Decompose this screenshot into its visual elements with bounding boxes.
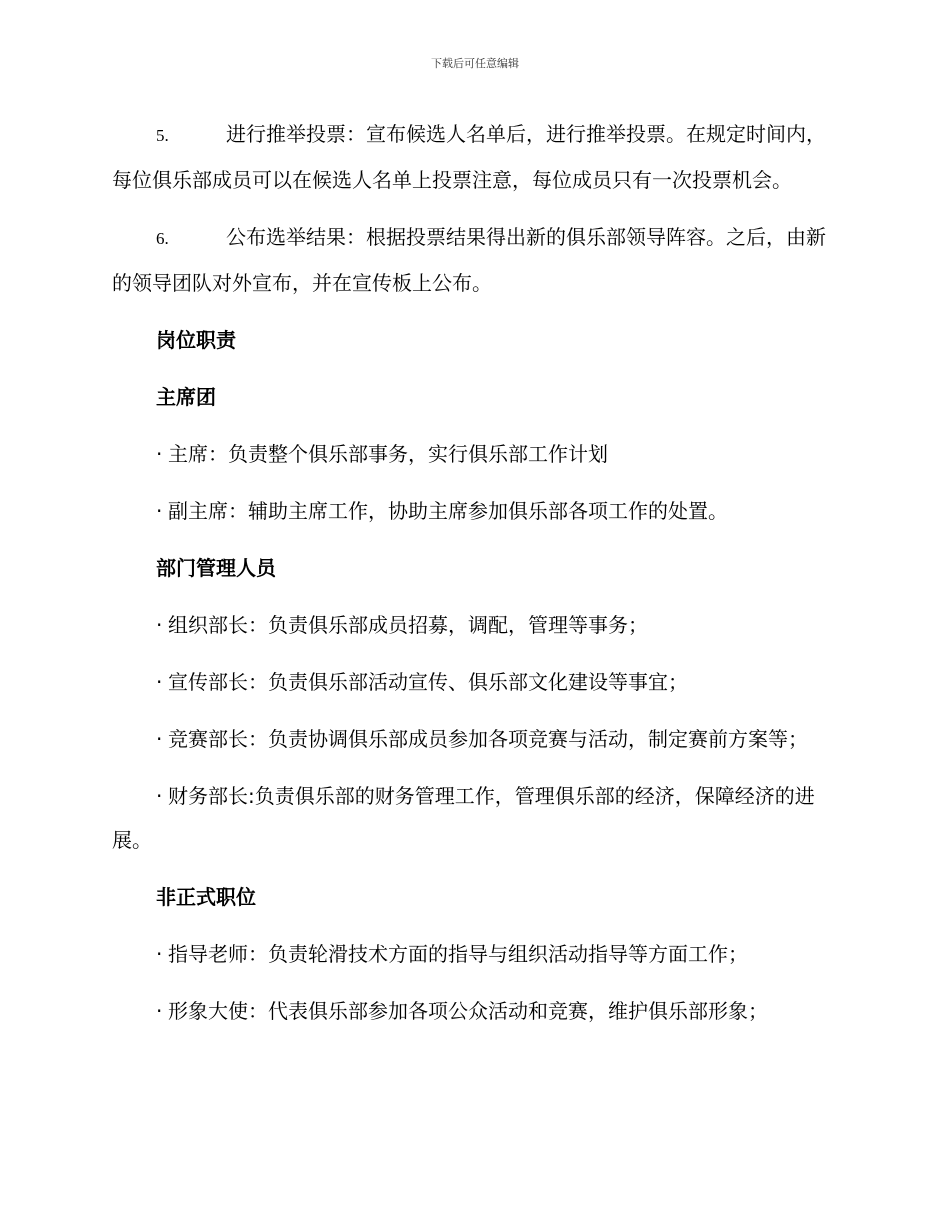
step-5-paragraph [112, 112, 832, 202]
section-heading-informal: 非正式职位 [156, 885, 256, 909]
bullet-icon: · [156, 727, 163, 751]
list-item-text: 财务部长:负责俱乐部的财务管理工作，管理俱乐部的经济，保障经济的进展。 [112, 784, 815, 852]
bullet-icon: · [156, 442, 163, 466]
list-item [112, 489, 832, 533]
step-text: 公布选举结果：根据投票结果得出新的俱乐部领导阵容。之后，由新的领导团队对外宣布，并在宣传板上公布。 [112, 225, 826, 295]
section-heading-presidium: 主席团 [156, 385, 216, 409]
list-item-text: 组织部长：负责俱乐部成员招募，调配，管理等事务； [168, 613, 648, 637]
step-number: 5. [156, 126, 169, 145]
list-item [112, 717, 832, 761]
bullet-icon: · [156, 784, 163, 808]
list-item [112, 989, 832, 1033]
section-heading-duties: 岗位职责 [156, 328, 236, 352]
bullet-icon: · [156, 613, 163, 637]
list-item [112, 660, 832, 704]
list-item-text: 主席：负责整个俱乐部事务，实行俱乐部工作计划 [168, 442, 608, 466]
list-item-text: 宣传部长：负责俱乐部活动宣传、俱乐部文化建设等事宜； [168, 670, 688, 694]
list-item [112, 432, 832, 476]
bullet-icon: · [156, 499, 163, 523]
section-heading-dept: 部门管理人员 [156, 556, 276, 580]
document-body [112, 112, 832, 1046]
bullet-icon: · [156, 999, 163, 1023]
list-item-text: 形象大使：代表俱乐部参加各项公众活动和竞赛，维护俱乐部形象； [168, 999, 768, 1023]
list-item [112, 774, 832, 862]
step-text: 进行推举投票：宣布候选人名单后，进行推举投票。在规定时间内，每位俱乐部成员可以在候选人名单上投票注意，每位成员只有一次投票机会。 [112, 122, 826, 192]
list-item-text: 竞赛部长：负责协调俱乐部成员参加各项竞赛与活动，制定赛前方案等； [168, 727, 808, 751]
list-item [112, 603, 832, 647]
bullet-icon: · [156, 670, 163, 694]
header-note: 下载后可任意编辑 [431, 57, 519, 70]
list-item [112, 932, 832, 976]
step-6-paragraph [112, 215, 832, 305]
bullet-icon: · [156, 942, 163, 966]
list-item-text: 副主席：辅助主席工作，协助主席参加俱乐部各项工作的处置。 [168, 499, 728, 523]
list-item-text: 指导老师：负责轮滑技术方面的指导与组织活动指导等方面工作； [168, 942, 748, 966]
step-number: 6. [156, 229, 169, 248]
